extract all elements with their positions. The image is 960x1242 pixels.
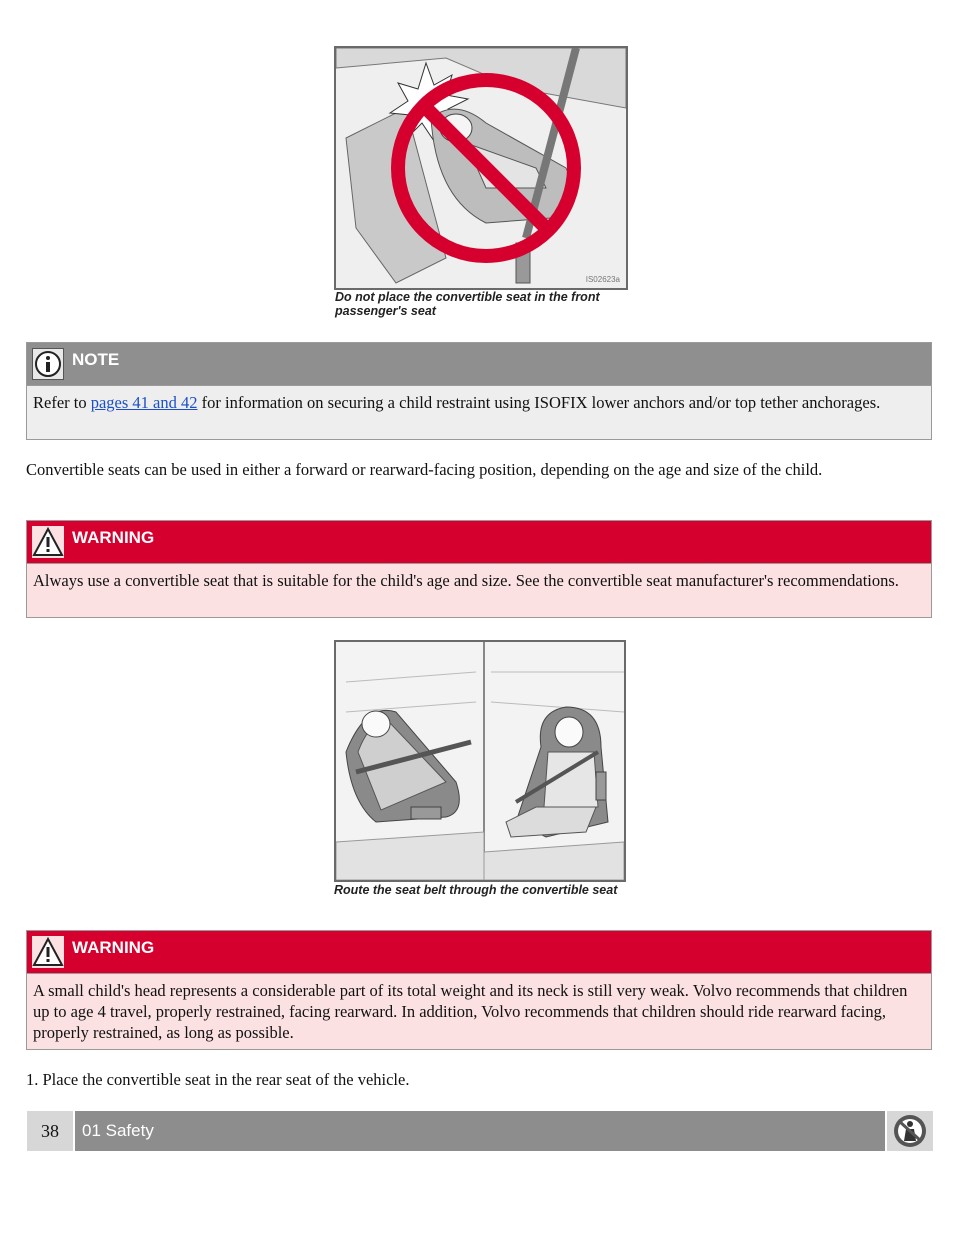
note-text-before: Refer to: [33, 393, 91, 412]
no-front-seat-drawing: [336, 48, 626, 288]
seatbelt-section-icon: [887, 1111, 933, 1151]
routing-drawing: [336, 642, 624, 880]
warning-body-2: A small child's head represents a considerable part of its total weight and its neck is still very weak. Volvo recommends that children up to age 4 travel, properly restrained, facing rearward. In addition, Volvo recommends that children should ride rearward facing, properly restrained, as long as possible.: [33, 981, 908, 1042]
figure-caption-line1: Do not place the convertible seat in the front: [335, 290, 600, 304]
seat-belt-routing-illustration: [334, 640, 626, 882]
page-number: 38: [27, 1111, 73, 1151]
warning-triangle-icon: [32, 936, 64, 968]
figure-code: IS02623a: [585, 275, 620, 284]
section-title: 01 Safety: [75, 1111, 885, 1151]
warning-box-2: [26, 930, 932, 1050]
info-icon: [32, 348, 64, 380]
warning-header-1: [27, 521, 931, 564]
note-heading: NOTE: [72, 350, 120, 369]
warning-box-1: [26, 520, 932, 618]
step-1: 1. Place the convertible seat in the rear seat of the vehicle.: [26, 1070, 410, 1089]
warning-heading-2: WARNING: [72, 938, 155, 957]
warning-body-1: Always use a convertible seat that is suitable for the child's age and size. See the convertible seat manufacturer's recommendations.: [33, 571, 899, 590]
figure-caption-line2: passenger's seat: [335, 304, 436, 318]
note-header: [27, 343, 931, 386]
warning-triangle-icon: [32, 526, 64, 558]
figure-caption: [335, 290, 635, 318]
warning-heading-1: WARNING: [72, 528, 155, 547]
note-box: [26, 342, 932, 440]
pages-link[interactable]: pages 41 and 42: [90, 393, 198, 412]
page-footer: [27, 1111, 933, 1151]
figure-caption-2: Route the seat belt through the convertible seat: [334, 883, 618, 897]
note-body: [27, 386, 931, 420]
body-paragraph: Convertible seats can be used in either a forward or rearward-facing position, depending on the age and size of the child.: [26, 460, 823, 479]
warning-header-2: [27, 931, 931, 974]
note-text-after: for information on securing a child restraint using ISOFIX lower anchors and/or top tether anchorages.: [197, 393, 881, 412]
front-seat-illustration: [334, 46, 628, 290]
